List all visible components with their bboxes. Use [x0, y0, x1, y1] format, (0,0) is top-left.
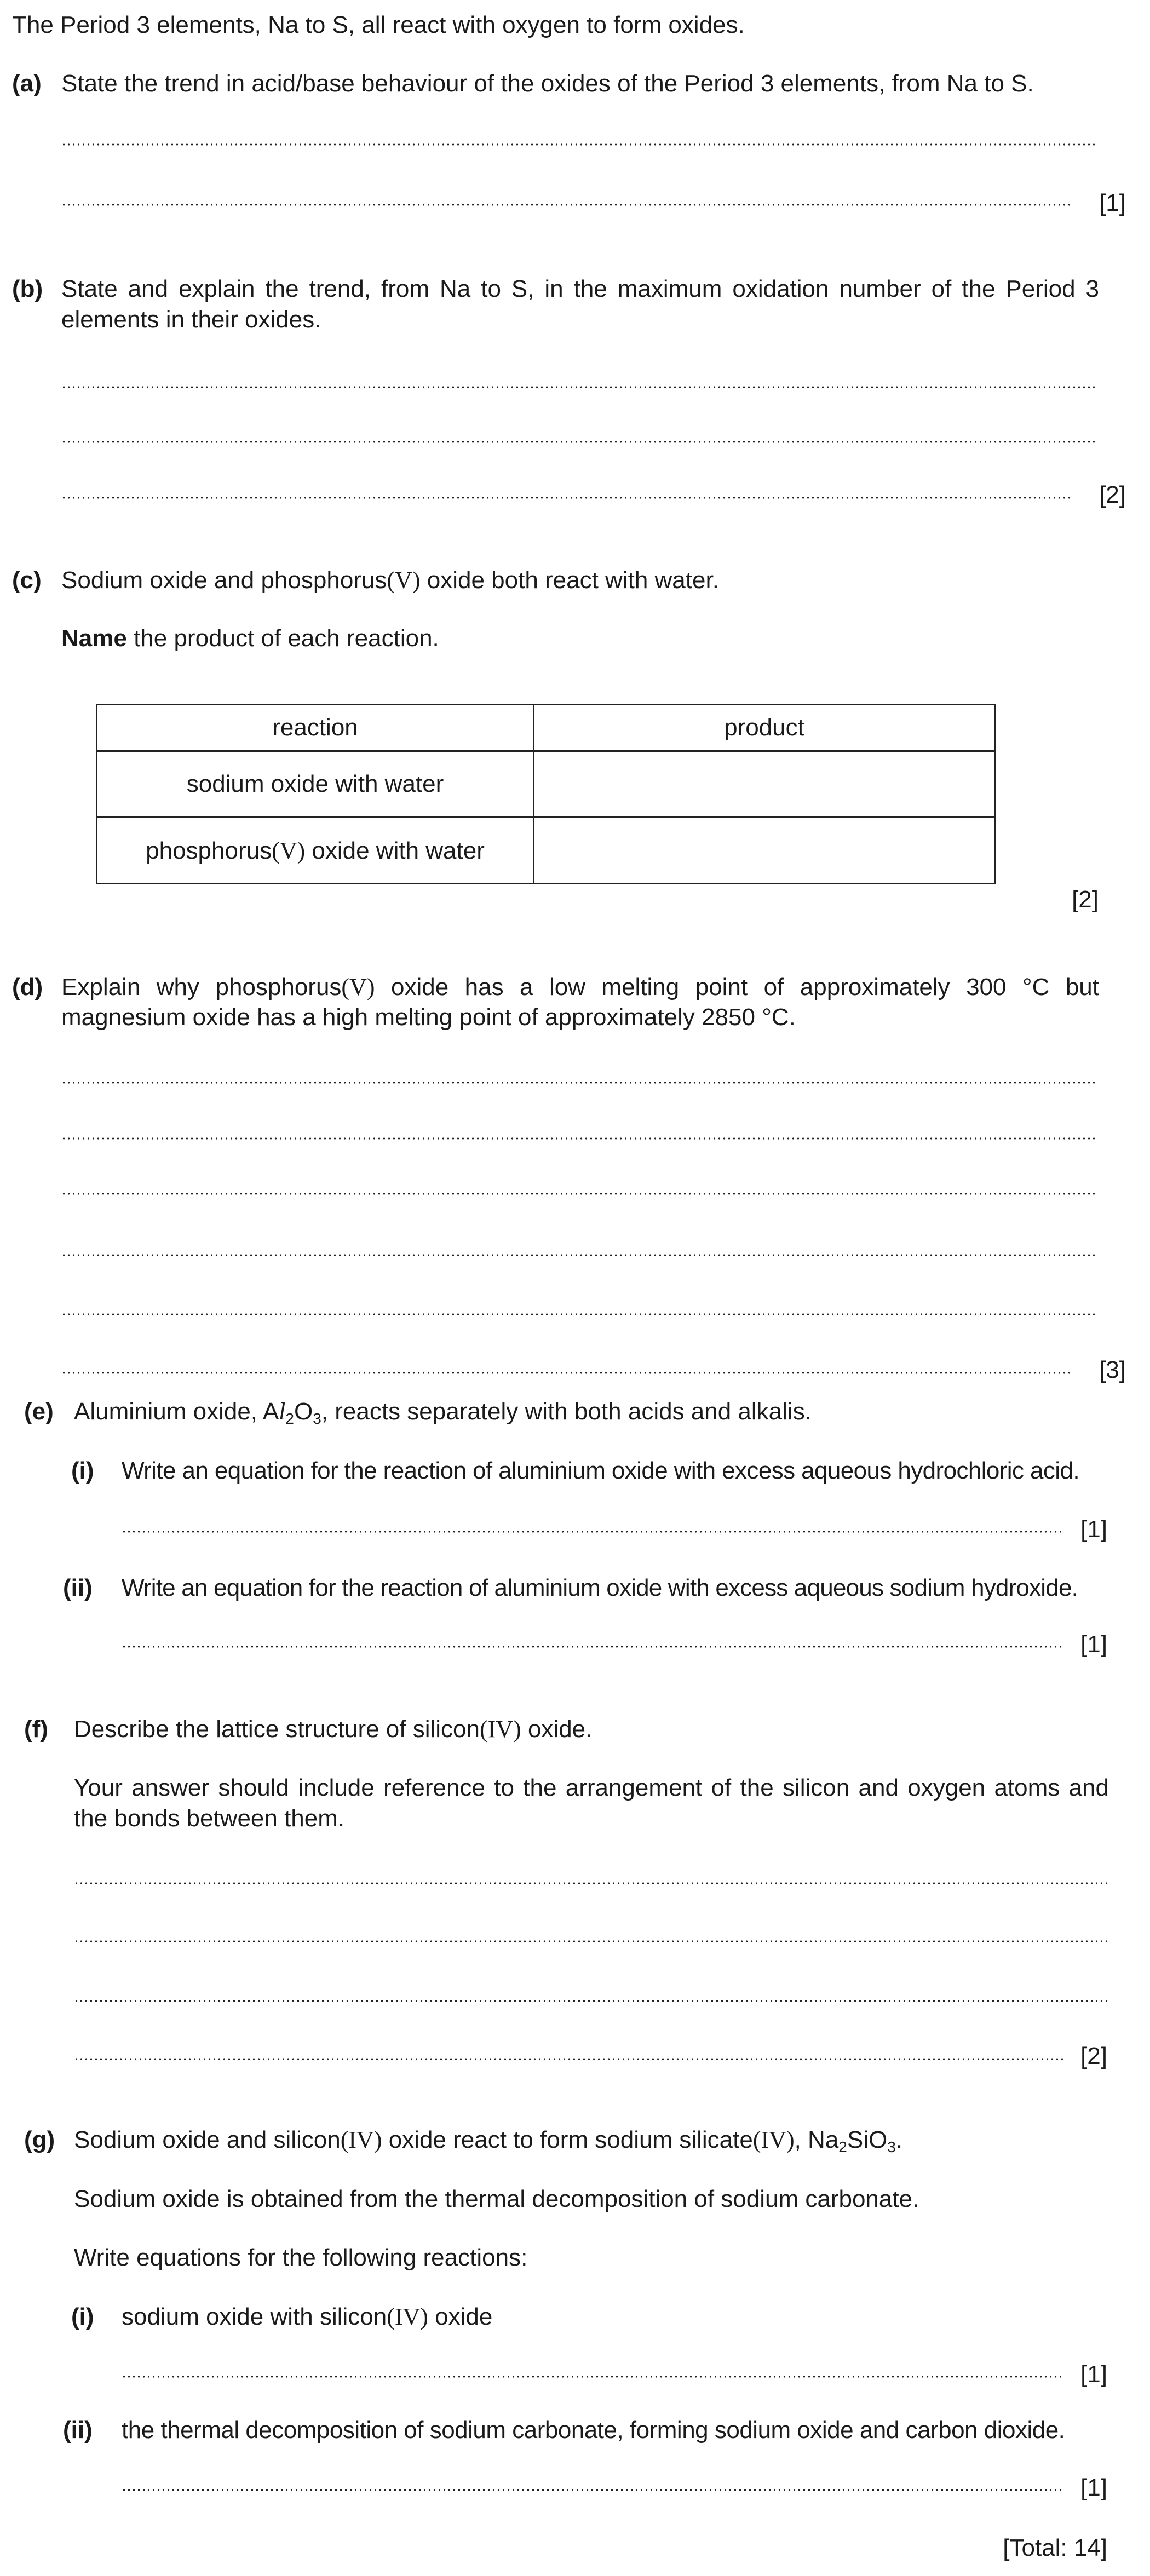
answer-line[interactable]: [122, 1646, 1063, 1648]
part-b-label: (b): [12, 275, 43, 302]
total-marks: [Total: 14]: [1003, 2534, 1107, 2561]
part-c-instruction: Name the product of each reaction.: [61, 625, 439, 652]
table-row: [97, 818, 995, 884]
part-e-label: (e): [24, 1398, 54, 1425]
part-c-marks: [2]: [1072, 886, 1099, 913]
part-f-question: Describe the lattice structure of silicon(IV) oxide.: [74, 1716, 593, 1743]
part-e-ii-question: Write an equation for the reaction of aluminium oxide with excess aqueous sodium hydroxide.: [122, 1574, 1078, 1601]
part-f-marks: [2]: [1080, 2043, 1107, 2069]
answer-line[interactable]: [61, 1372, 1072, 1374]
part-g-ii-label: (ii): [63, 2417, 93, 2443]
product-table: [96, 704, 996, 884]
part-a-marks: [1]: [1099, 189, 1126, 216]
part-g-i-label: (i): [71, 2303, 94, 2330]
part-g-i-marks: [1]: [1080, 2361, 1107, 2388]
part-g-i-question: sodium oxide with silicon(IV) oxide: [122, 2303, 493, 2330]
part-a-question: State the trend in acid/base behaviour of the oxides of the Period 3 elements, from Na to S.: [61, 70, 1034, 97]
part-g-label: (g): [24, 2126, 55, 2153]
answer-line[interactable]: [61, 441, 1095, 443]
answer-line[interactable]: [122, 1531, 1063, 1533]
product-answer-cell[interactable]: [534, 818, 995, 884]
table-header-row: [97, 705, 995, 751]
answer-line[interactable]: [61, 204, 1072, 206]
header-reaction: reaction: [97, 705, 534, 751]
part-f-label: (f): [24, 1716, 48, 1743]
answer-line[interactable]: [61, 143, 1095, 146]
reaction-cell: phosphorus(V) oxide with water: [97, 818, 534, 884]
part-g-line3: Write equations for the following reactions:: [74, 2244, 528, 2271]
part-d-label: (d): [12, 974, 43, 1001]
answer-line[interactable]: [74, 2000, 1109, 2002]
part-d-question-line1: Explain why phosphorus(V) oxide has a low melting point of approximately 300 °C but: [61, 974, 1099, 1001]
answer-line[interactable]: [122, 2376, 1063, 2378]
answer-line[interactable]: [61, 497, 1072, 499]
answer-line[interactable]: [61, 1137, 1095, 1140]
answer-line[interactable]: [74, 1882, 1109, 1884]
part-e-ii-marks: [1]: [1080, 1631, 1107, 1658]
part-f-hint: Your answer should include reference to the arrangement of the silicon and oxygen atoms and the bonds between them.: [74, 1774, 1109, 1832]
answer-line[interactable]: [61, 1082, 1095, 1084]
part-b-marks: [2]: [1099, 481, 1126, 508]
answer-line[interactable]: [61, 1193, 1095, 1195]
part-b-question: State and explain the trend, from Na to S, in the maximum oxidation number of the Period 3 elements in their oxides.: [61, 275, 1099, 333]
part-g-line2: Sodium oxide is obtained from the thermal decomposition of sodium carbonate.: [74, 2186, 919, 2212]
part-c-label: (c): [12, 567, 42, 594]
part-d-marks: [3]: [1099, 1356, 1126, 1383]
part-e-i-question: Write an equation for the reaction of aluminium oxide with excess aqueous hydrochloric acid.: [122, 1457, 1079, 1484]
part-e-i-label: (i): [71, 1457, 94, 1484]
part-e-i-marks: [1]: [1080, 1516, 1107, 1543]
answer-line[interactable]: [122, 2489, 1063, 2491]
answer-line[interactable]: [61, 386, 1095, 388]
part-a-label: (a): [12, 70, 42, 97]
part-c-question: Sodium oxide and phosphorus(V) oxide both react with water.: [61, 567, 719, 594]
answer-line[interactable]: [61, 1254, 1095, 1256]
part-g-question: Sodium oxide and silicon(IV) oxide react to form sodium silicate(IV), $Na_2SiO_3$.: [74, 2126, 903, 2155]
table-row: [97, 751, 995, 818]
product-answer-cell[interactable]: [534, 751, 995, 818]
intro-text: The Period 3 elements, Na to S, all react with oxygen to form oxides.: [12, 12, 745, 38]
reaction-cell: sodium oxide with water: [97, 751, 534, 818]
part-g-ii-question: the thermal decomposition of sodium carbonate, forming sodium oxide and carbon dioxide.: [122, 2417, 1065, 2443]
part-e-question: Aluminium oxide, $Al_2O_3$, reacts separately with both acids and alkalis.: [74, 1398, 812, 1427]
answer-line[interactable]: [74, 1940, 1109, 1942]
part-e-ii-label: (ii): [63, 1574, 93, 1601]
part-g-ii-marks: [1]: [1080, 2474, 1107, 2501]
part-d-question-line2: magnesium oxide has a high melting point of approximately 2850 °C.: [61, 1004, 796, 1031]
answer-line[interactable]: [61, 1313, 1095, 1315]
answer-line[interactable]: [74, 2058, 1065, 2060]
header-product: product: [534, 705, 995, 751]
